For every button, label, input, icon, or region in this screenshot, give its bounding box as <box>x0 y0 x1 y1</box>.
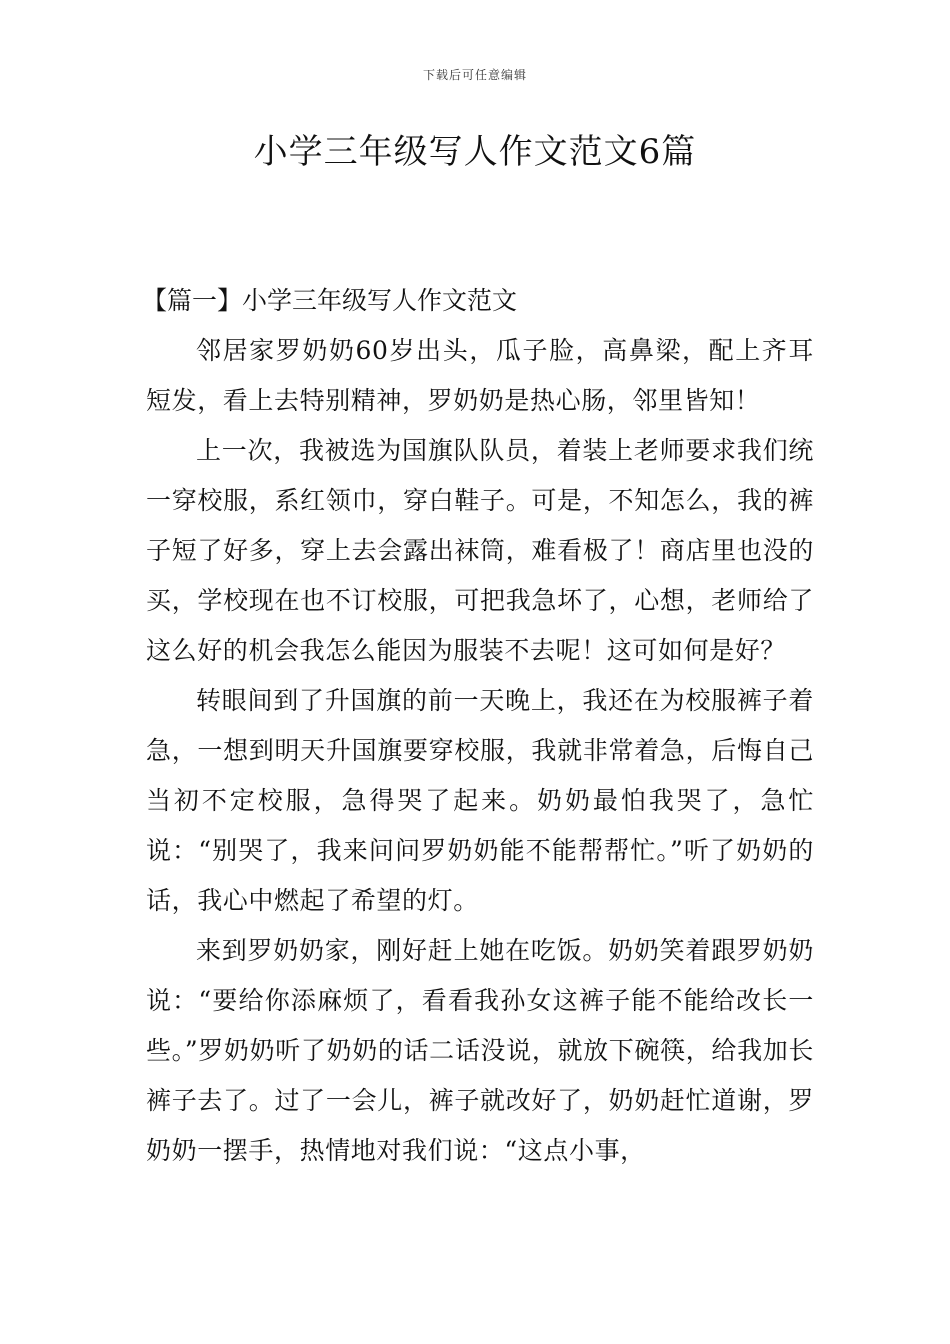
paragraph-3: 转眼间到了升国旗的前一天晚上，我还在为校服裤子着急，一想到明天升国旗要穿校服，我就非常着急，后悔自己当初不定校服，急得哭了起来。奶奶最怕我哭了，急忙说：“别哭了，我来问问罗奶奶能不能帮帮忙。”听了奶奶的话，我心中燃起了希望的灯。 <box>146 686 814 915</box>
paragraph-4: 来到罗奶奶家，刚好赶上她在吃饭。奶奶笑着跟罗奶奶说：“要给你添麻烦了，看看我孙女这裤子能不能给改长一些。”罗奶奶听了奶奶的话二话没说，就放下碗筷，给我加长裤子去了。过了一会儿，裤子就改好了，奶奶赶忙道谢，罗奶奶一摆手，热情地对我们说：“这点小事， <box>146 936 814 1165</box>
paragraph-2: 上一次，我被选为国旗队队员，着装上老师要求我们统一穿校服，系红领巾，穿白鞋子。可是，不知怎么，我的裤子短了好多，穿上去会露出袜筒，难看极了！商店里也没的买，学校现在也不订校服，可把我急坏了，心想，老师给了这么好的机会我怎么能因为服装不去呢！这可如何是好？ <box>146 436 814 665</box>
document-body <box>142 276 814 1176</box>
section-heading: 【篇一】小学三年级写人作文范文 <box>142 286 518 315</box>
document-title: 小学三年级写人作文范文6篇 <box>253 132 697 172</box>
paragraph-1: 邻居家罗奶奶60岁出头，瓜子脸，高鼻梁，配上齐耳短发，看上去特别精神，罗奶奶是热心肠，邻里皆知！ <box>146 336 814 415</box>
header-note: 下载后可任意编辑 <box>422 68 527 82</box>
